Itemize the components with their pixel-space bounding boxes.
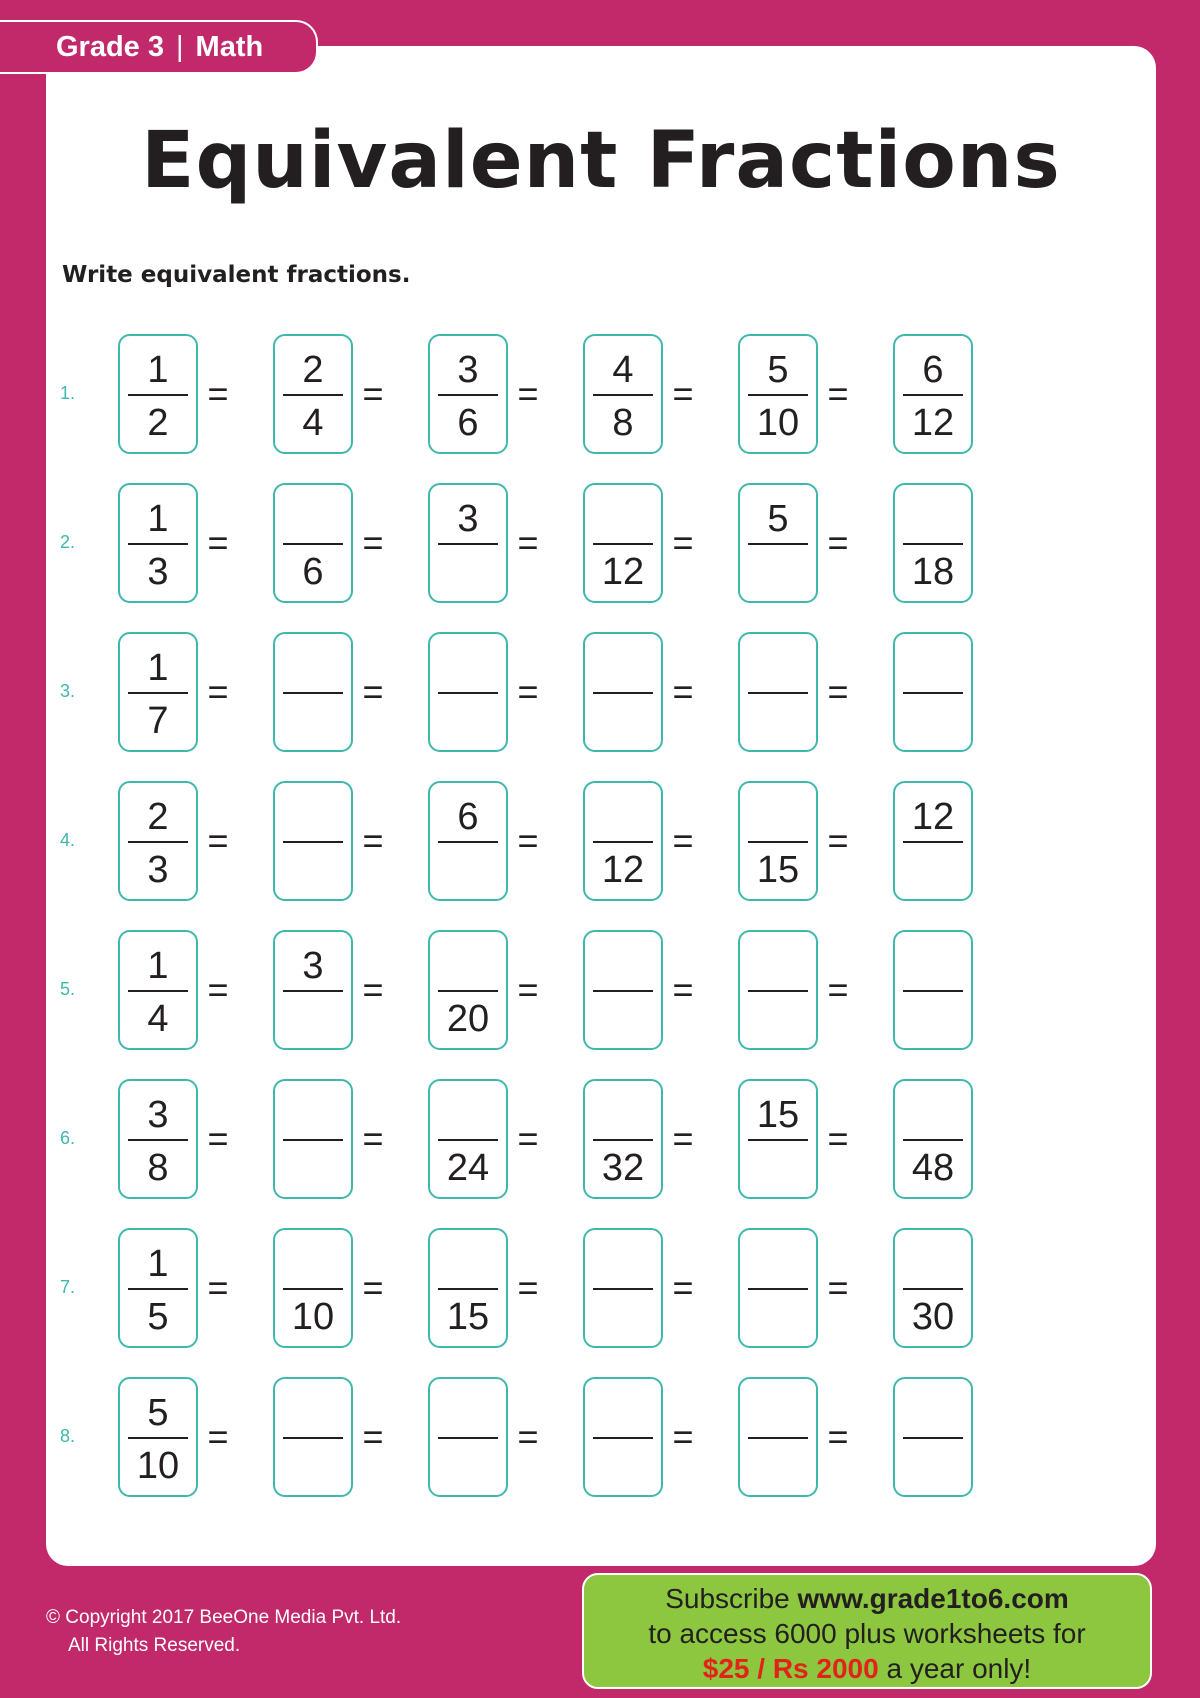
given-fraction-box	[118, 1228, 198, 1348]
numerator: 5	[767, 349, 789, 391]
equals-sign: =	[672, 820, 694, 861]
fraction-bar	[903, 990, 963, 992]
fraction-answer-box[interactable]	[893, 930, 973, 1050]
fraction-bar	[128, 1288, 188, 1290]
denominator: 12	[911, 402, 955, 444]
copyright-line-2: All Rights Reserved.	[68, 1635, 241, 1656]
fraction-bar	[748, 1139, 808, 1141]
numerator: 2	[302, 349, 324, 391]
denominator: 8	[612, 402, 634, 444]
fraction-answer-box[interactable]	[273, 632, 353, 752]
denominator: 32	[601, 1147, 645, 1189]
given-fraction-box	[118, 632, 198, 752]
equals-sign: =	[827, 522, 849, 563]
grade-subject-tab	[0, 20, 318, 74]
numerator: 3	[457, 349, 479, 391]
problem-number: 6.	[60, 1128, 76, 1148]
equals-sign: =	[362, 820, 384, 861]
fraction-answer-box[interactable]	[428, 1079, 508, 1199]
fraction-answer-box[interactable]	[738, 781, 818, 901]
fraction-answer-box[interactable]	[893, 632, 973, 752]
problem-row	[46, 483, 1046, 607]
fraction-bar	[283, 990, 343, 992]
denominator: 12	[601, 551, 645, 593]
equals-sign: =	[207, 671, 229, 712]
fraction-bar	[128, 1437, 188, 1439]
tab-separator: |	[176, 30, 184, 63]
fraction-bar	[593, 692, 653, 694]
subscribe-banner[interactable]	[582, 1573, 1152, 1689]
fraction-bar	[903, 841, 963, 843]
promo-price: $25 / Rs 2000	[702, 1653, 879, 1684]
fraction-answer-box[interactable]	[583, 483, 663, 603]
denominator: 3	[147, 551, 169, 593]
fraction-answer-box[interactable]	[428, 483, 508, 603]
problem-number: 4.	[60, 830, 76, 850]
numerator: 6	[457, 796, 479, 838]
given-fraction-box	[118, 930, 198, 1050]
denominator: 2	[147, 402, 169, 444]
equals-sign: =	[672, 1118, 694, 1159]
fraction-answer-box[interactable]	[738, 483, 818, 603]
fraction-answer-box[interactable]	[583, 1228, 663, 1348]
fraction-answer-box[interactable]	[428, 1228, 508, 1348]
fraction-answer-box[interactable]	[893, 1377, 973, 1497]
denominator: 10	[136, 1445, 180, 1487]
fraction-answer-box[interactable]	[893, 781, 973, 901]
equals-sign: =	[362, 671, 384, 712]
fraction-bar	[593, 1288, 653, 1290]
problem-row	[46, 1377, 1046, 1501]
denominator: 6	[302, 551, 324, 593]
fraction-answer-box[interactable]	[428, 781, 508, 901]
fraction-bar	[283, 543, 343, 545]
equals-sign: =	[672, 1267, 694, 1308]
equals-sign: =	[207, 1416, 229, 1457]
equals-sign: =	[517, 373, 539, 414]
fraction-answer-box[interactable]	[893, 1228, 973, 1348]
denominator: 8	[147, 1147, 169, 1189]
promo-url[interactable]: www.grade1to6.com	[797, 1583, 1069, 1614]
denominator: 6	[457, 402, 479, 444]
equals-sign: =	[207, 1267, 229, 1308]
equals-sign: =	[827, 820, 849, 861]
fraction-bar	[128, 394, 188, 396]
fraction-answer-box[interactable]	[583, 781, 663, 901]
equals-sign: =	[362, 1267, 384, 1308]
given-fraction-box	[118, 1377, 198, 1497]
fraction-bar	[438, 543, 498, 545]
fraction-answer-box[interactable]	[738, 632, 818, 752]
fraction-bar	[903, 1288, 963, 1290]
fraction-answer-box[interactable]	[893, 483, 973, 603]
fraction-bar	[903, 1437, 963, 1439]
denominator: 4	[302, 402, 324, 444]
fraction-answer-box[interactable]	[583, 930, 663, 1050]
fraction-bar	[593, 394, 653, 396]
numerator: 1	[147, 945, 169, 987]
denominator: 15	[756, 849, 800, 891]
fraction-bar	[903, 1139, 963, 1141]
numerator: 1	[147, 498, 169, 540]
fraction-bar	[438, 990, 498, 992]
fraction-bar	[283, 692, 343, 694]
problem-number: 7.	[60, 1277, 76, 1297]
numerator: 1	[147, 349, 169, 391]
numerator: 12	[911, 796, 955, 838]
given-fraction-box	[118, 781, 198, 901]
fraction-bar	[903, 692, 963, 694]
numerator: 6	[922, 349, 944, 391]
promo-line-2: to access 6000 plus worksheets for	[648, 1618, 1086, 1649]
fraction-bar	[128, 692, 188, 694]
equals-sign: =	[362, 969, 384, 1010]
fraction-bar	[128, 841, 188, 843]
problem-row	[46, 632, 1046, 756]
fraction-answer-box[interactable]	[273, 1079, 353, 1199]
equals-sign: =	[207, 522, 229, 563]
equals-sign: =	[517, 1118, 539, 1159]
denominator: 7	[147, 700, 169, 742]
denominator: 10	[756, 402, 800, 444]
denominator: 20	[446, 998, 490, 1040]
numerator: 3	[302, 945, 324, 987]
equals-sign: =	[517, 522, 539, 563]
fraction-bar	[283, 1288, 343, 1290]
fraction-bar	[438, 1437, 498, 1439]
problem-number: 1.	[60, 383, 76, 403]
fraction-bar	[438, 692, 498, 694]
problem-number: 3.	[60, 681, 76, 701]
numerator: 1	[147, 647, 169, 689]
numerator: 2	[147, 796, 169, 838]
given-fraction-box	[118, 1079, 198, 1199]
given-fraction-box	[118, 483, 198, 603]
fraction-bar	[593, 1437, 653, 1439]
problem-row	[46, 1228, 1046, 1352]
page-title: Equivalent Fractions	[141, 116, 1061, 206]
problem-row	[46, 1079, 1046, 1203]
fraction-bar	[748, 543, 808, 545]
numerator: 3	[147, 1094, 169, 1136]
fraction-bar	[748, 1437, 808, 1439]
given-fraction-box	[118, 334, 198, 454]
fraction-answer-box	[428, 334, 508, 454]
fraction-bar	[438, 1288, 498, 1290]
instruction-text: Write equivalent fractions.	[62, 262, 411, 288]
grade-label: Grade 3	[56, 30, 164, 63]
equals-sign: =	[827, 1267, 849, 1308]
fraction-bar	[748, 692, 808, 694]
fraction-answer-box[interactable]	[738, 1228, 818, 1348]
fraction-answer-box	[583, 334, 663, 454]
numerator: 3	[457, 498, 479, 540]
fraction-bar	[438, 841, 498, 843]
fraction-answer-box[interactable]	[273, 1228, 353, 1348]
fraction-bar	[748, 990, 808, 992]
equals-sign: =	[517, 1267, 539, 1308]
fraction-bar	[593, 1139, 653, 1141]
fraction-bar	[128, 543, 188, 545]
equals-sign: =	[207, 1118, 229, 1159]
fraction-answer-box[interactable]	[273, 781, 353, 901]
worksheet-sheet	[46, 46, 1156, 1566]
problem-number: 5.	[60, 979, 76, 999]
equals-sign: =	[827, 671, 849, 712]
fraction-answer-box[interactable]	[738, 930, 818, 1050]
fraction-answer-box[interactable]	[273, 1377, 353, 1497]
equals-sign: =	[517, 969, 539, 1010]
denominator: 18	[911, 551, 955, 593]
promo-tail: a year only!	[886, 1653, 1032, 1684]
subject-label: Math	[195, 30, 264, 63]
equals-sign: =	[362, 1416, 384, 1457]
denominator: 4	[147, 998, 169, 1040]
fraction-bar	[593, 841, 653, 843]
equals-sign: =	[672, 671, 694, 712]
fraction-bar	[283, 394, 343, 396]
equals-sign: =	[207, 373, 229, 414]
numerator: 1	[147, 1243, 169, 1285]
fraction-bar	[748, 394, 808, 396]
equals-sign: =	[827, 1118, 849, 1159]
equals-sign: =	[207, 820, 229, 861]
promo-line-3	[584, 1651, 1150, 1686]
problem-number: 2.	[60, 532, 76, 552]
copyright-line-1: © Copyright 2017 BeeOne Media Pvt. Ltd.	[46, 1607, 402, 1628]
numerator: 5	[767, 498, 789, 540]
fraction-answer-box[interactable]	[893, 1079, 973, 1199]
numerator: 15	[756, 1094, 800, 1136]
fraction-answer-box[interactable]	[428, 632, 508, 752]
equals-sign: =	[672, 373, 694, 414]
equals-sign: =	[517, 1416, 539, 1457]
numerator: 5	[147, 1392, 169, 1434]
fraction-answer-box[interactable]	[583, 1079, 663, 1199]
fraction-bar	[748, 1288, 808, 1290]
fraction-answer-box[interactable]	[583, 632, 663, 752]
fraction-answer-box[interactable]	[428, 930, 508, 1050]
equals-sign: =	[672, 1416, 694, 1457]
fraction-answer-box[interactable]	[738, 1079, 818, 1199]
promo-subscribe-text: Subscribe	[665, 1583, 790, 1614]
equals-sign: =	[672, 522, 694, 563]
fraction-answer-box	[738, 334, 818, 454]
equals-sign: =	[207, 969, 229, 1010]
fraction-answer-box[interactable]	[273, 483, 353, 603]
denominator: 5	[147, 1296, 169, 1338]
fraction-answer-box	[893, 334, 973, 454]
promo-line-1	[584, 1581, 1150, 1616]
fraction-bar	[283, 841, 343, 843]
fraction-bar	[438, 1139, 498, 1141]
denominator: 48	[911, 1147, 955, 1189]
fraction-bar	[903, 543, 963, 545]
equals-sign: =	[672, 969, 694, 1010]
equals-sign: =	[362, 1118, 384, 1159]
fraction-bar	[593, 543, 653, 545]
fraction-answer-box	[273, 334, 353, 454]
fraction-answer-box[interactable]	[738, 1377, 818, 1497]
numerator: 4	[612, 349, 634, 391]
equals-sign: =	[517, 820, 539, 861]
equals-sign: =	[827, 373, 849, 414]
denominator: 10	[291, 1296, 335, 1338]
problem-row	[46, 781, 1046, 905]
fraction-bar	[903, 394, 963, 396]
equals-sign: =	[362, 522, 384, 563]
fraction-bar	[128, 1139, 188, 1141]
equals-sign: =	[362, 373, 384, 414]
denominator: 24	[446, 1147, 490, 1189]
denominator: 12	[601, 849, 645, 891]
denominator: 3	[147, 849, 169, 891]
equals-sign: =	[827, 1416, 849, 1457]
fraction-answer-box[interactable]	[583, 1377, 663, 1497]
fraction-bar	[283, 1139, 343, 1141]
denominator: 30	[911, 1296, 955, 1338]
problem-row	[46, 334, 1046, 458]
fraction-answer-box[interactable]	[273, 930, 353, 1050]
denominator: 15	[446, 1296, 490, 1338]
copyright-notice	[46, 1604, 401, 1660]
fraction-bar	[593, 990, 653, 992]
equals-sign: =	[827, 969, 849, 1010]
fraction-bar	[438, 394, 498, 396]
equals-sign: =	[517, 671, 539, 712]
fraction-bar	[283, 1437, 343, 1439]
problem-number: 8.	[60, 1426, 76, 1446]
fraction-answer-box[interactable]	[428, 1377, 508, 1497]
problem-row	[46, 930, 1046, 1054]
fraction-bar	[748, 841, 808, 843]
fraction-bar	[128, 990, 188, 992]
